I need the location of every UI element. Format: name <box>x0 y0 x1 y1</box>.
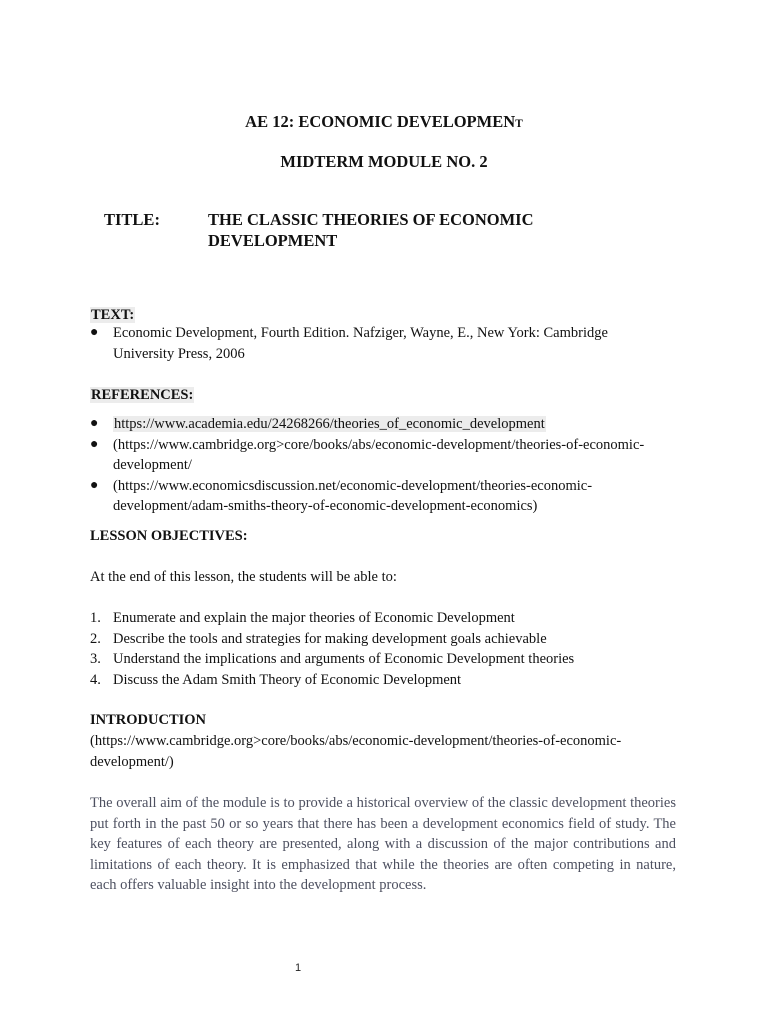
list-item <box>90 414 690 435</box>
bullet-icon: ● <box>90 325 99 340</box>
references-heading <box>90 385 194 405</box>
introduction-source-line-2[interactable]: development/) <box>90 753 174 770</box>
title-line-2: DEVELOPMENT <box>208 231 338 250</box>
bullet-icon: ● <box>90 477 99 493</box>
list-number: 1. <box>90 610 101 626</box>
reference-link-2-line-1[interactable]: (https://www.cambridge.org>core/books/abs/economic-development/theories-of-economic- <box>113 436 645 453</box>
text-heading-label: TEXT: <box>91 307 135 323</box>
introduction-paragraph: The overall aim of the module is to provide a historical overview of the classic development theories put forth in the past 50 or so years that there has been a development economics field of study. The key features of each theory are presented, along with a discussion of the major contributions and limitations of each theory. It is emphasized that while the theories are often competing in nature, each offers valuable insight into the development process. <box>90 795 676 894</box>
bullet-icon: ● <box>90 416 99 431</box>
text-item-line-1: Economic Development, Fourth Edition. Nafziger, Wayne, E., New York: Cambridge <box>113 325 608 341</box>
bullet-icon: ● <box>90 436 99 452</box>
list-item <box>90 649 690 670</box>
title-label: TITLE: <box>104 210 160 229</box>
introduction-heading: INTRODUCTION <box>90 712 207 728</box>
references-heading-label: REFERENCES: <box>91 387 194 403</box>
module-number: MIDTERM MODULE NO. 2 <box>280 152 488 171</box>
reference-link-1-text[interactable]: https://www.academia.edu/24268266/theories_of_economic_development <box>114 416 545 432</box>
objective-text: Discuss the Adam Smith Theory of Economic Development <box>113 671 462 688</box>
objectives-list <box>90 608 690 690</box>
introduction-source[interactable] <box>90 731 690 772</box>
objectives-heading: LESSON OBJECTIVES: <box>90 528 248 544</box>
list-number: 2. <box>90 630 101 647</box>
objectives-intro: At the end of this lesson, the students will be able to: <box>90 569 397 585</box>
reference-link-1[interactable] <box>113 414 690 435</box>
title-line-1: THE CLASSIC THEORIES OF ECONOMIC <box>208 210 534 229</box>
list-item <box>90 323 690 364</box>
course-title-main: AE 12: ECONOMIC DEVELOPMEN <box>245 112 516 131</box>
list-item <box>90 435 690 476</box>
objective-text: Describe the tools and strategies for making development goals achievable <box>113 630 547 647</box>
objective-text: Enumerate and explain the major theories of Economic Development <box>113 610 515 626</box>
references-list <box>90 414 690 517</box>
list-item <box>90 670 690 691</box>
list-item <box>90 608 690 629</box>
reference-link-3-line-1[interactable]: (https://www.economicsdiscussion.net/economic-development/theories-economic- <box>113 477 593 494</box>
list-number: 4. <box>90 671 101 688</box>
reference-link-2-line-2[interactable]: development/ <box>113 457 192 473</box>
reference-link-3-line-2[interactable]: development/adam-smiths-theory-of-economic-development-economics) <box>113 498 538 514</box>
title-text <box>208 209 678 251</box>
course-title <box>0 112 768 134</box>
text-heading <box>90 305 135 325</box>
objective-text: Understand the implications and arguments of Economic Development theories <box>113 651 575 667</box>
list-item <box>90 476 690 517</box>
text-item-line-2: University Press, 2006 <box>113 345 245 362</box>
page-number: 1 <box>294 962 302 974</box>
text-list <box>90 323 690 364</box>
list-item <box>90 629 690 650</box>
list-number: 3. <box>90 651 101 667</box>
introduction-source-line-1[interactable]: (https://www.cambridge.org>core/books/abs/economic-development/theories-of-economic- <box>90 733 622 749</box>
course-title-last-letter: T <box>515 118 523 130</box>
